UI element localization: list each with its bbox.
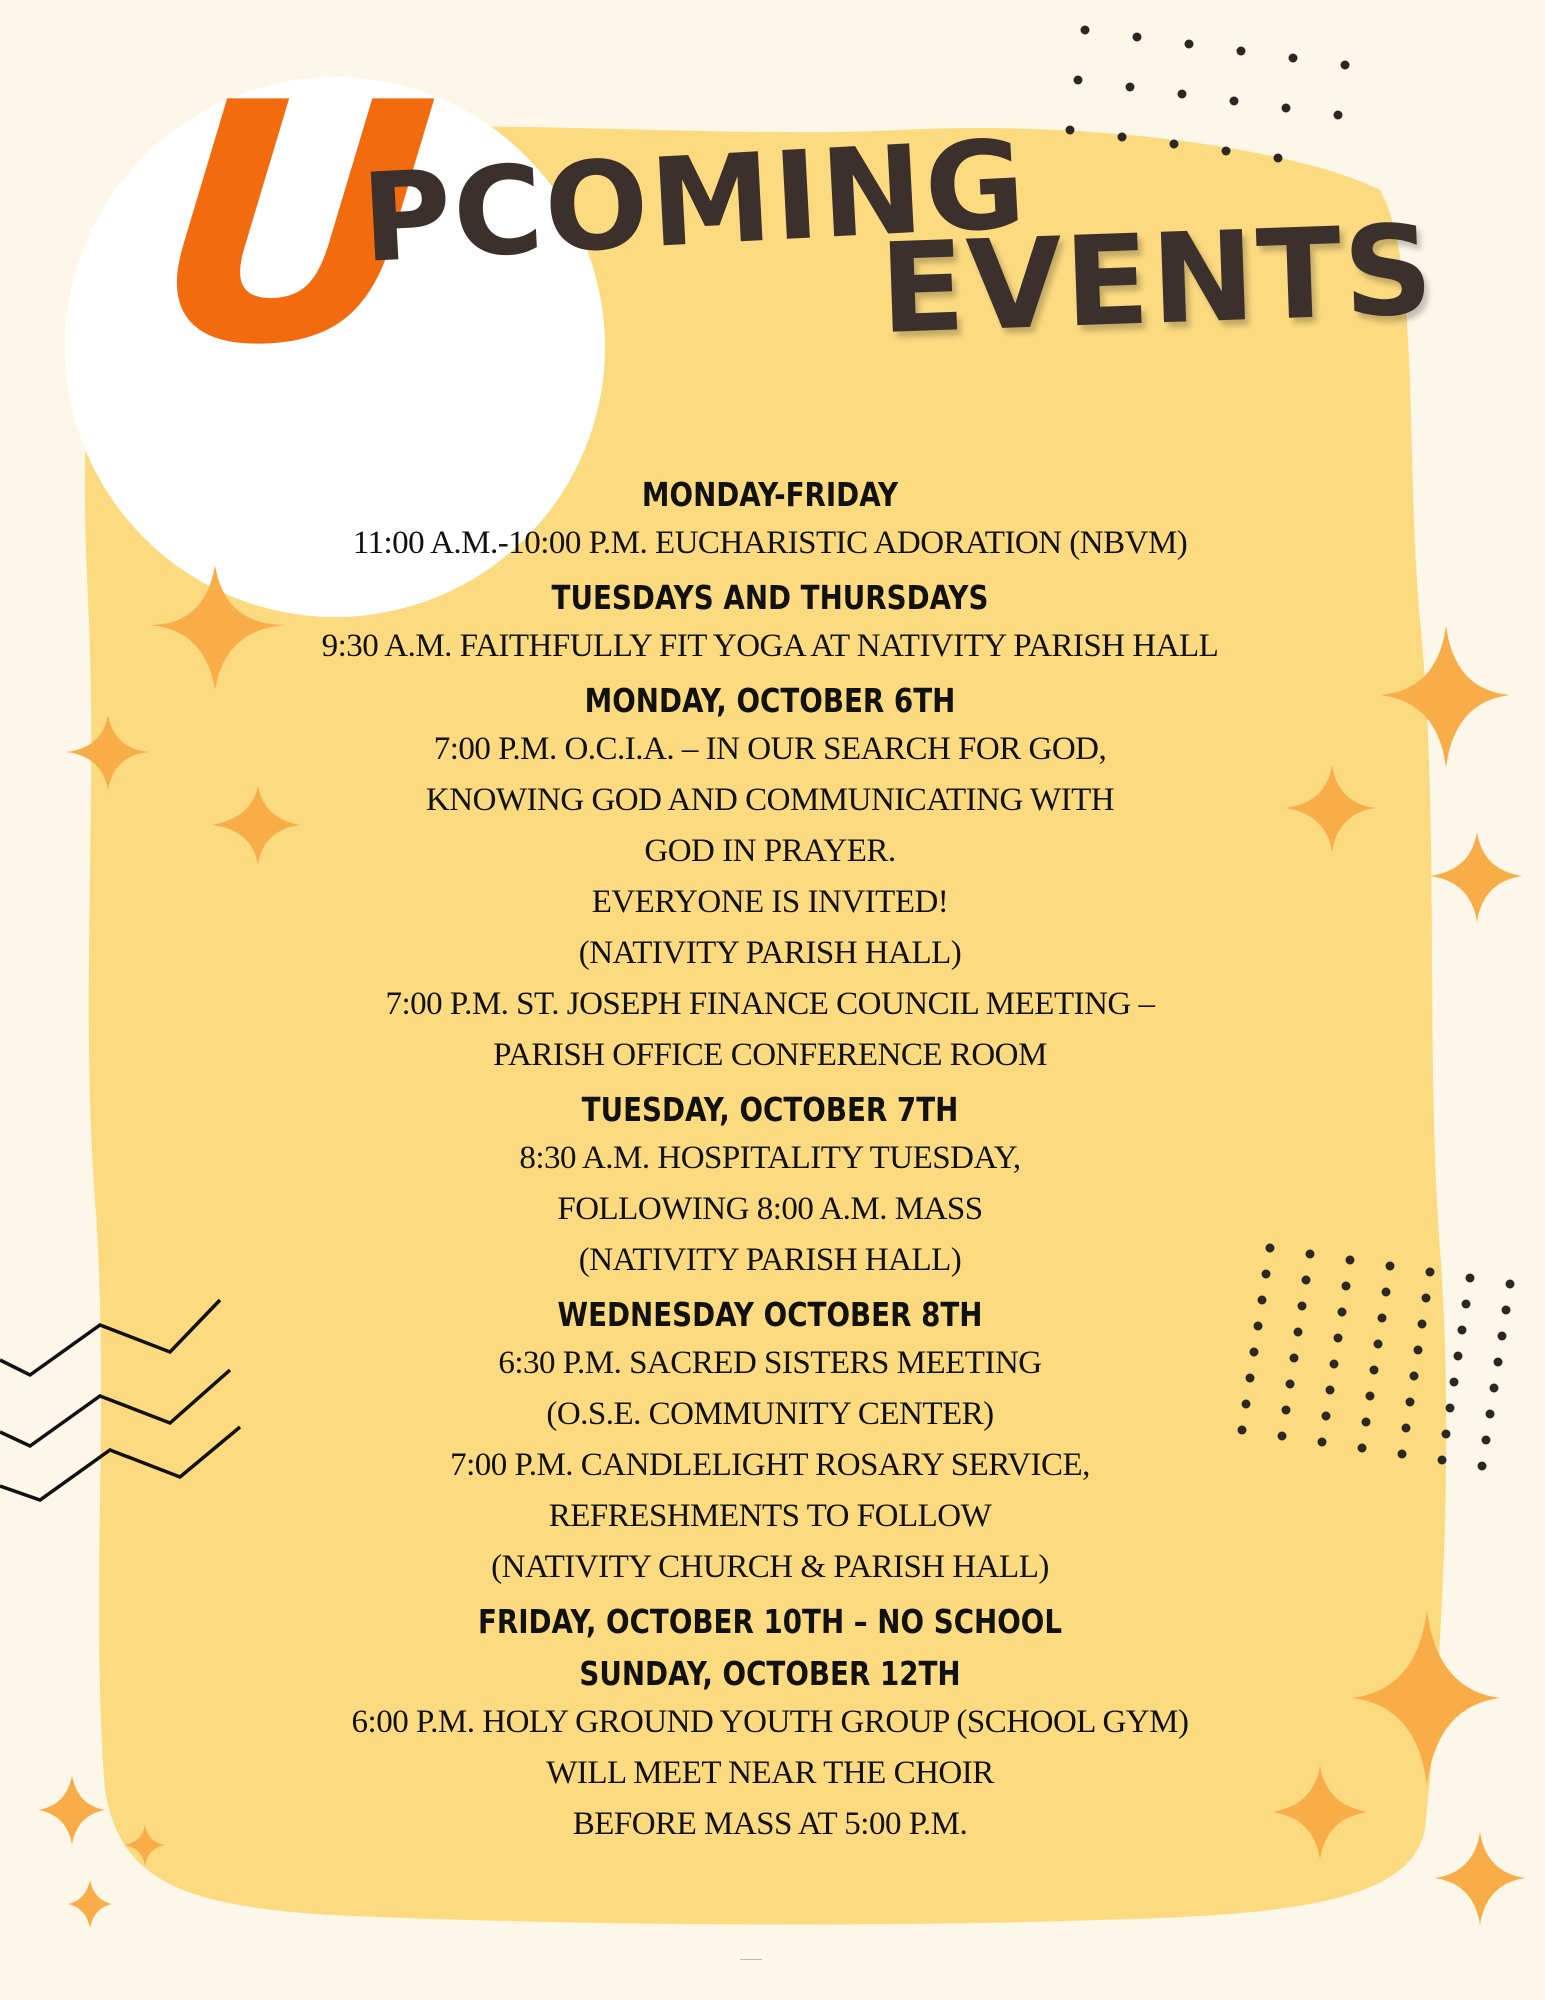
event-line: (NATIVITY PARISH HALL) bbox=[578, 935, 962, 971]
event-heading: FRIDAY, OCTOBER 10TH – NO SCHOOL bbox=[477, 1602, 1063, 1641]
dot bbox=[1418, 1320, 1427, 1329]
dot bbox=[1422, 1294, 1431, 1303]
dot bbox=[1274, 154, 1283, 163]
event-block bbox=[220, 574, 1320, 672]
dot bbox=[1454, 1352, 1463, 1361]
event-heading: MONDAY, OCTOBER 6TH bbox=[584, 681, 956, 720]
event-line: 6:00 P.M. HOLY GROUND YOUTH GROUP (SCHOOL GYM) bbox=[351, 1704, 1189, 1740]
dot bbox=[1237, 47, 1246, 56]
dot bbox=[1178, 90, 1187, 99]
dot bbox=[1442, 1430, 1451, 1439]
event-block bbox=[220, 471, 1320, 569]
dot bbox=[1066, 126, 1075, 135]
dot bbox=[1366, 1392, 1375, 1401]
event-line: 6:30 P.M. SACRED SISTERS MEETING bbox=[498, 1345, 1042, 1381]
event-line: PARISH OFFICE CONFERENCE ROOM bbox=[493, 1037, 1047, 1073]
event-line: (O.S.E. COMMUNITY CENTER) bbox=[546, 1396, 994, 1432]
dot bbox=[1326, 1386, 1335, 1395]
event-line: 7:00 P.M. O.C.I.A. – IN OUR SEARCH FOR GOD, bbox=[433, 731, 1107, 767]
title-events: EVENTS bbox=[877, 198, 1438, 362]
event-line: BEFORE MASS AT 5:00 P.M. bbox=[572, 1806, 968, 1842]
dot bbox=[1402, 1424, 1411, 1433]
event-block bbox=[220, 677, 1320, 1081]
event-line: WILL MEET NEAR THE CHOIR bbox=[546, 1755, 994, 1791]
dot bbox=[1081, 26, 1090, 35]
dot bbox=[1426, 1268, 1435, 1277]
dot bbox=[1450, 1378, 1459, 1387]
dot bbox=[1374, 1340, 1383, 1349]
event-line: GOD IN PRAYER. bbox=[644, 833, 896, 869]
dot bbox=[1466, 1274, 1475, 1283]
dot bbox=[1498, 1332, 1507, 1341]
title-upcoming: PCOMING bbox=[358, 113, 1031, 290]
title-first-letter: U bbox=[139, 33, 449, 417]
event-line: (NATIVITY PARISH HALL) bbox=[578, 1242, 962, 1278]
dot bbox=[1486, 1410, 1495, 1419]
dot bbox=[1133, 33, 1142, 42]
dot bbox=[1322, 1412, 1331, 1421]
dot bbox=[1398, 1450, 1407, 1459]
dot bbox=[1446, 1404, 1455, 1413]
dot bbox=[1170, 140, 1179, 149]
dot bbox=[1118, 133, 1127, 142]
dot bbox=[1342, 1282, 1351, 1291]
event-line: KNOWING GOD AND COMMUNICATING WITH bbox=[425, 782, 1115, 818]
dot bbox=[1482, 1436, 1491, 1445]
footer-mark bbox=[740, 1959, 762, 1960]
event-block bbox=[220, 1650, 1320, 1850]
dot bbox=[1338, 1308, 1347, 1317]
dot bbox=[1506, 1280, 1515, 1289]
event-line: REFRESHMENTS TO FOLLOW bbox=[548, 1498, 992, 1534]
dot bbox=[1334, 1334, 1343, 1343]
dot bbox=[1462, 1300, 1471, 1309]
dot bbox=[1382, 1288, 1391, 1297]
event-block bbox=[220, 1086, 1320, 1286]
event-block bbox=[220, 1598, 1320, 1645]
event-heading: SUNDAY, OCTOBER 12TH bbox=[579, 1654, 961, 1693]
dot bbox=[1358, 1444, 1367, 1453]
dot bbox=[1185, 40, 1194, 49]
dot bbox=[1458, 1326, 1467, 1335]
event-line: 9:30 A.M. FAITHFULLY FIT YOGA AT NATIVITY PARISH HALL bbox=[321, 628, 1219, 664]
dot bbox=[1478, 1462, 1487, 1471]
dot bbox=[1378, 1314, 1387, 1323]
dot bbox=[1490, 1384, 1499, 1393]
dot bbox=[1074, 76, 1083, 85]
dot bbox=[1438, 1456, 1447, 1465]
dot bbox=[1502, 1306, 1511, 1315]
dot bbox=[1494, 1358, 1503, 1367]
dot bbox=[1330, 1360, 1339, 1369]
event-line: (NATIVITY CHURCH & PARISH HALL) bbox=[491, 1549, 1049, 1585]
event-line: FOLLOWING 8:00 A.M. MASS bbox=[557, 1191, 983, 1227]
dot bbox=[1282, 104, 1291, 113]
event-line: 7:00 P.M. ST. JOSEPH FINANCE COUNCIL MEETING – bbox=[385, 986, 1155, 1022]
dot bbox=[1406, 1398, 1415, 1407]
event-heading: MONDAY-FRIDAY bbox=[641, 475, 899, 514]
dot bbox=[1230, 97, 1239, 106]
event-line: EVERYONE IS INVITED! bbox=[591, 884, 949, 920]
dot bbox=[1346, 1256, 1355, 1265]
event-line: 7:00 P.M. CANDLELIGHT ROSARY SERVICE, bbox=[450, 1447, 1090, 1483]
event-line: 8:30 A.M. HOSPITALITY TUESDAY, bbox=[519, 1140, 1021, 1176]
dot bbox=[1410, 1372, 1419, 1381]
dot bbox=[1222, 147, 1231, 156]
event-heading: TUESDAY, OCTOBER 7TH bbox=[581, 1090, 959, 1129]
event-heading: WEDNESDAY OCTOBER 8TH bbox=[557, 1295, 983, 1334]
dot bbox=[1414, 1346, 1423, 1355]
dot bbox=[1126, 83, 1135, 92]
dot bbox=[1289, 54, 1298, 63]
dot bbox=[1341, 61, 1350, 70]
event-block bbox=[220, 1291, 1320, 1593]
dot bbox=[1386, 1262, 1395, 1271]
event-line: 11:00 A.M.-10:00 P.M. EUCHARISTIC ADORATION (NBVM) bbox=[352, 525, 1188, 561]
dot bbox=[1370, 1366, 1379, 1375]
dot bbox=[1362, 1418, 1371, 1427]
dot bbox=[1334, 111, 1343, 120]
events-list bbox=[220, 466, 1320, 1850]
event-heading: TUESDAYS AND THURSDAYS bbox=[551, 578, 989, 617]
